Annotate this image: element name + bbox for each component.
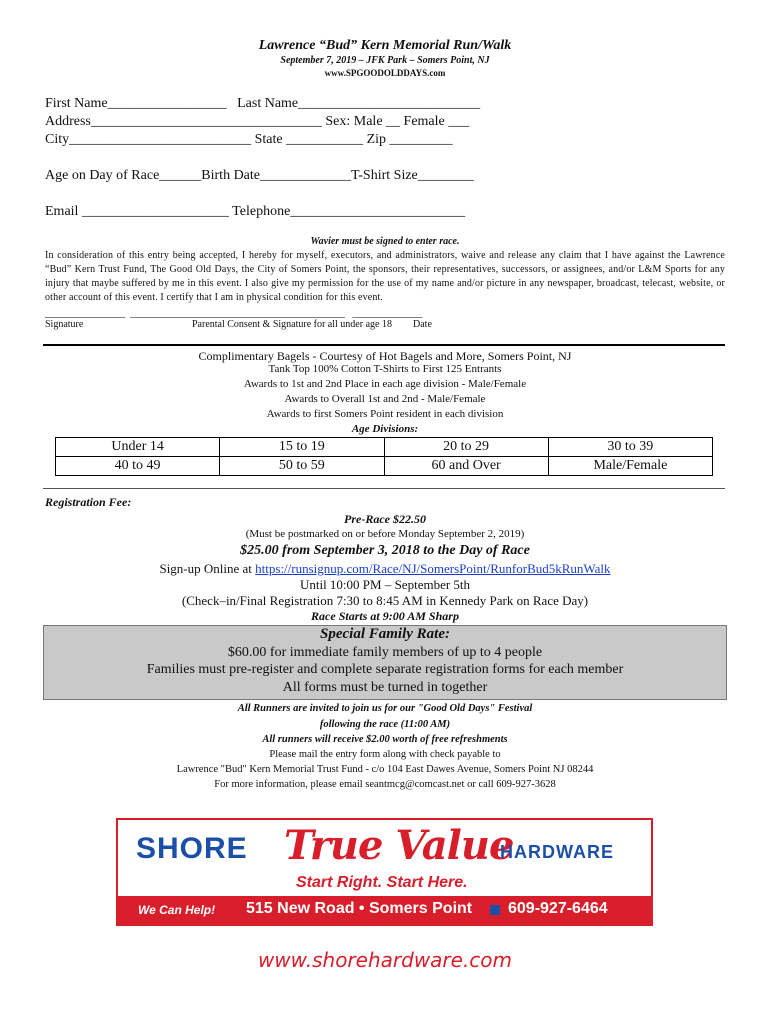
ad-footer-bar: [118, 896, 651, 924]
ad-tagline: Start Right. Start Here.: [296, 874, 468, 891]
dayof-fee: $25.00 from September 3, 2018 to the Day of Race: [240, 543, 530, 558]
mail-instructions: Please mail the entry form along with check payable to: [269, 749, 501, 760]
info-tank-top: Tank Top 100% Cotton T-Shirts to First 125 Entrants: [268, 363, 502, 375]
table-cell: 40 to 49: [56, 457, 220, 476]
ad-phone: 609-927-6464: [508, 900, 608, 917]
ad-hardware: HARDWARE: [500, 842, 614, 862]
age-birth-shirt-fields[interactable]: Age on Day of Race______Birth Date_____________T-Shirt Size________: [45, 168, 474, 183]
section-divider: [43, 344, 725, 346]
prerace-fee: Pre-Race $22.50: [344, 512, 426, 526]
ad-help: We Can Help!: [138, 903, 216, 917]
info-awards-age: Awards to 1st and 2nd Place in each age division - Male/Female: [243, 378, 527, 390]
waiver-heading: Wavier must be signed to enter race.: [310, 236, 460, 247]
festival-invite: All Runners are invited to join us for our "Good Old Days" Festival: [237, 703, 533, 714]
signup-link[interactable]: https://runsignup.com/Race/NJ/SomersPoint/RunforBud5kRunWalk: [255, 561, 611, 576]
festival-time: following the race (11:00 AM): [319, 719, 451, 730]
table-cell: 15 to 19: [220, 438, 384, 457]
registration-fee-label: Registration Fee:: [45, 495, 132, 509]
table-cell: 60 and Over: [384, 457, 548, 476]
free-refreshments: All runners will receive $2.00 worth of free refreshments: [262, 734, 508, 745]
signup-deadline: Until 10:00 PM – September 5th: [299, 577, 471, 592]
event-date-location: September 7, 2019 – JFK Park – Somers Point, NJ: [280, 55, 490, 66]
table-cell: 50 to 59: [220, 457, 384, 476]
info-awards-resident: Awards to first Somers Point resident in each division: [266, 408, 504, 420]
waiver-text: In consideration of this entry being accepted, I hereby for myself, executors, and administrators, waive and release any claim that I have against the Lawrence “Bud” Kern Trust Fund, The Good Old Days, the City of Somers Point, the sponsors, their representatives, successors, or assignees, and/or L&M Sports for any injury that maybe suffered by me in this event. I also give my permission for the use of my name and/or picture in any newspaper, broadcast, telecast, website, or other account of this event. I certify that I am in physical condition for this event.: [45, 250, 725, 303]
table-cell: Male/Female: [548, 457, 712, 476]
table-cell: 30 to 39: [548, 438, 712, 457]
postmark-note: (Must be postmarked on or before Monday September 2, 2019): [245, 528, 525, 540]
date-label: Date: [413, 319, 432, 330]
ad-shore: SHORE: [136, 832, 248, 865]
mail-address: Lawrence "Bud" Kern Memorial Trust Fund - c/o 104 East Dawes Avenue, Somers Point NJ 08244: [176, 764, 594, 775]
age-divisions-table: [55, 437, 713, 476]
table-row: [56, 457, 713, 476]
contact-info: For more information, please email seantmcg@comcast.net or call 609-927-3628: [214, 779, 556, 790]
parental-consent-label: Parental Consent & Signature for all under age 18: [192, 319, 392, 330]
signup-line: [0, 561, 770, 577]
event-title: Lawrence “Bud” Kern Memorial Run/Walk: [258, 38, 512, 53]
ad-address: 515 New Road • Somers Point: [246, 900, 473, 917]
ad-truevalue-logo: True Value: [284, 822, 514, 869]
age-divisions-heading: Age Divisions:: [351, 423, 419, 435]
signup-prefix: Sign-up Online at: [159, 561, 256, 576]
signature-label: Signature: [45, 319, 84, 330]
table-row: [56, 438, 713, 457]
event-url[interactable]: www.SPGOODOLDDAYS.com: [324, 68, 446, 78]
family-rate-title: Special Family Rate:: [320, 626, 450, 642]
city-state-zip-fields[interactable]: City__________________________ State ___________ Zip _________: [45, 132, 453, 147]
info-bagels: Complimentary Bagels - Courtesy of Hot Bagels and More, Somers Point, NJ: [198, 349, 572, 363]
address-sex-fields[interactable]: Address_________________________________ Sex: Male __ Female ___: [45, 114, 470, 129]
signature-lines[interactable]: ________________ ___________________________________________ ______________: [45, 308, 423, 319]
family-rate-price: $60.00 for immediate family members of up to 4 people: [227, 644, 543, 660]
race-start-time: Race Starts at 9:00 AM Sharp: [311, 609, 459, 623]
family-rate-box: [43, 625, 727, 700]
checkin-info: (Check–in/Final Registration 7:30 to 8:45 AM in Kennedy Park on Race Day): [181, 593, 589, 608]
email-phone-fields[interactable]: Email _____________________ Telephone_________________________: [45, 204, 466, 219]
name-fields[interactable]: First Name_________________ Last Name__________________________: [45, 96, 481, 111]
section-divider: [43, 488, 725, 489]
ad-bullet-icon: [490, 905, 500, 915]
sponsor-website[interactable]: www.shorehardware.com: [257, 948, 513, 972]
table-cell: 20 to 29: [384, 438, 548, 457]
family-rate-forms: All forms must be turned in together: [282, 679, 488, 695]
family-rate-register: Families must pre-register and complete separate registration forms for each member: [146, 662, 624, 677]
info-awards-overall: Awards to Overall 1st and 2nd - Male/Female: [284, 393, 486, 405]
table-cell: Under 14: [56, 438, 220, 457]
sponsor-ad: [116, 818, 653, 926]
